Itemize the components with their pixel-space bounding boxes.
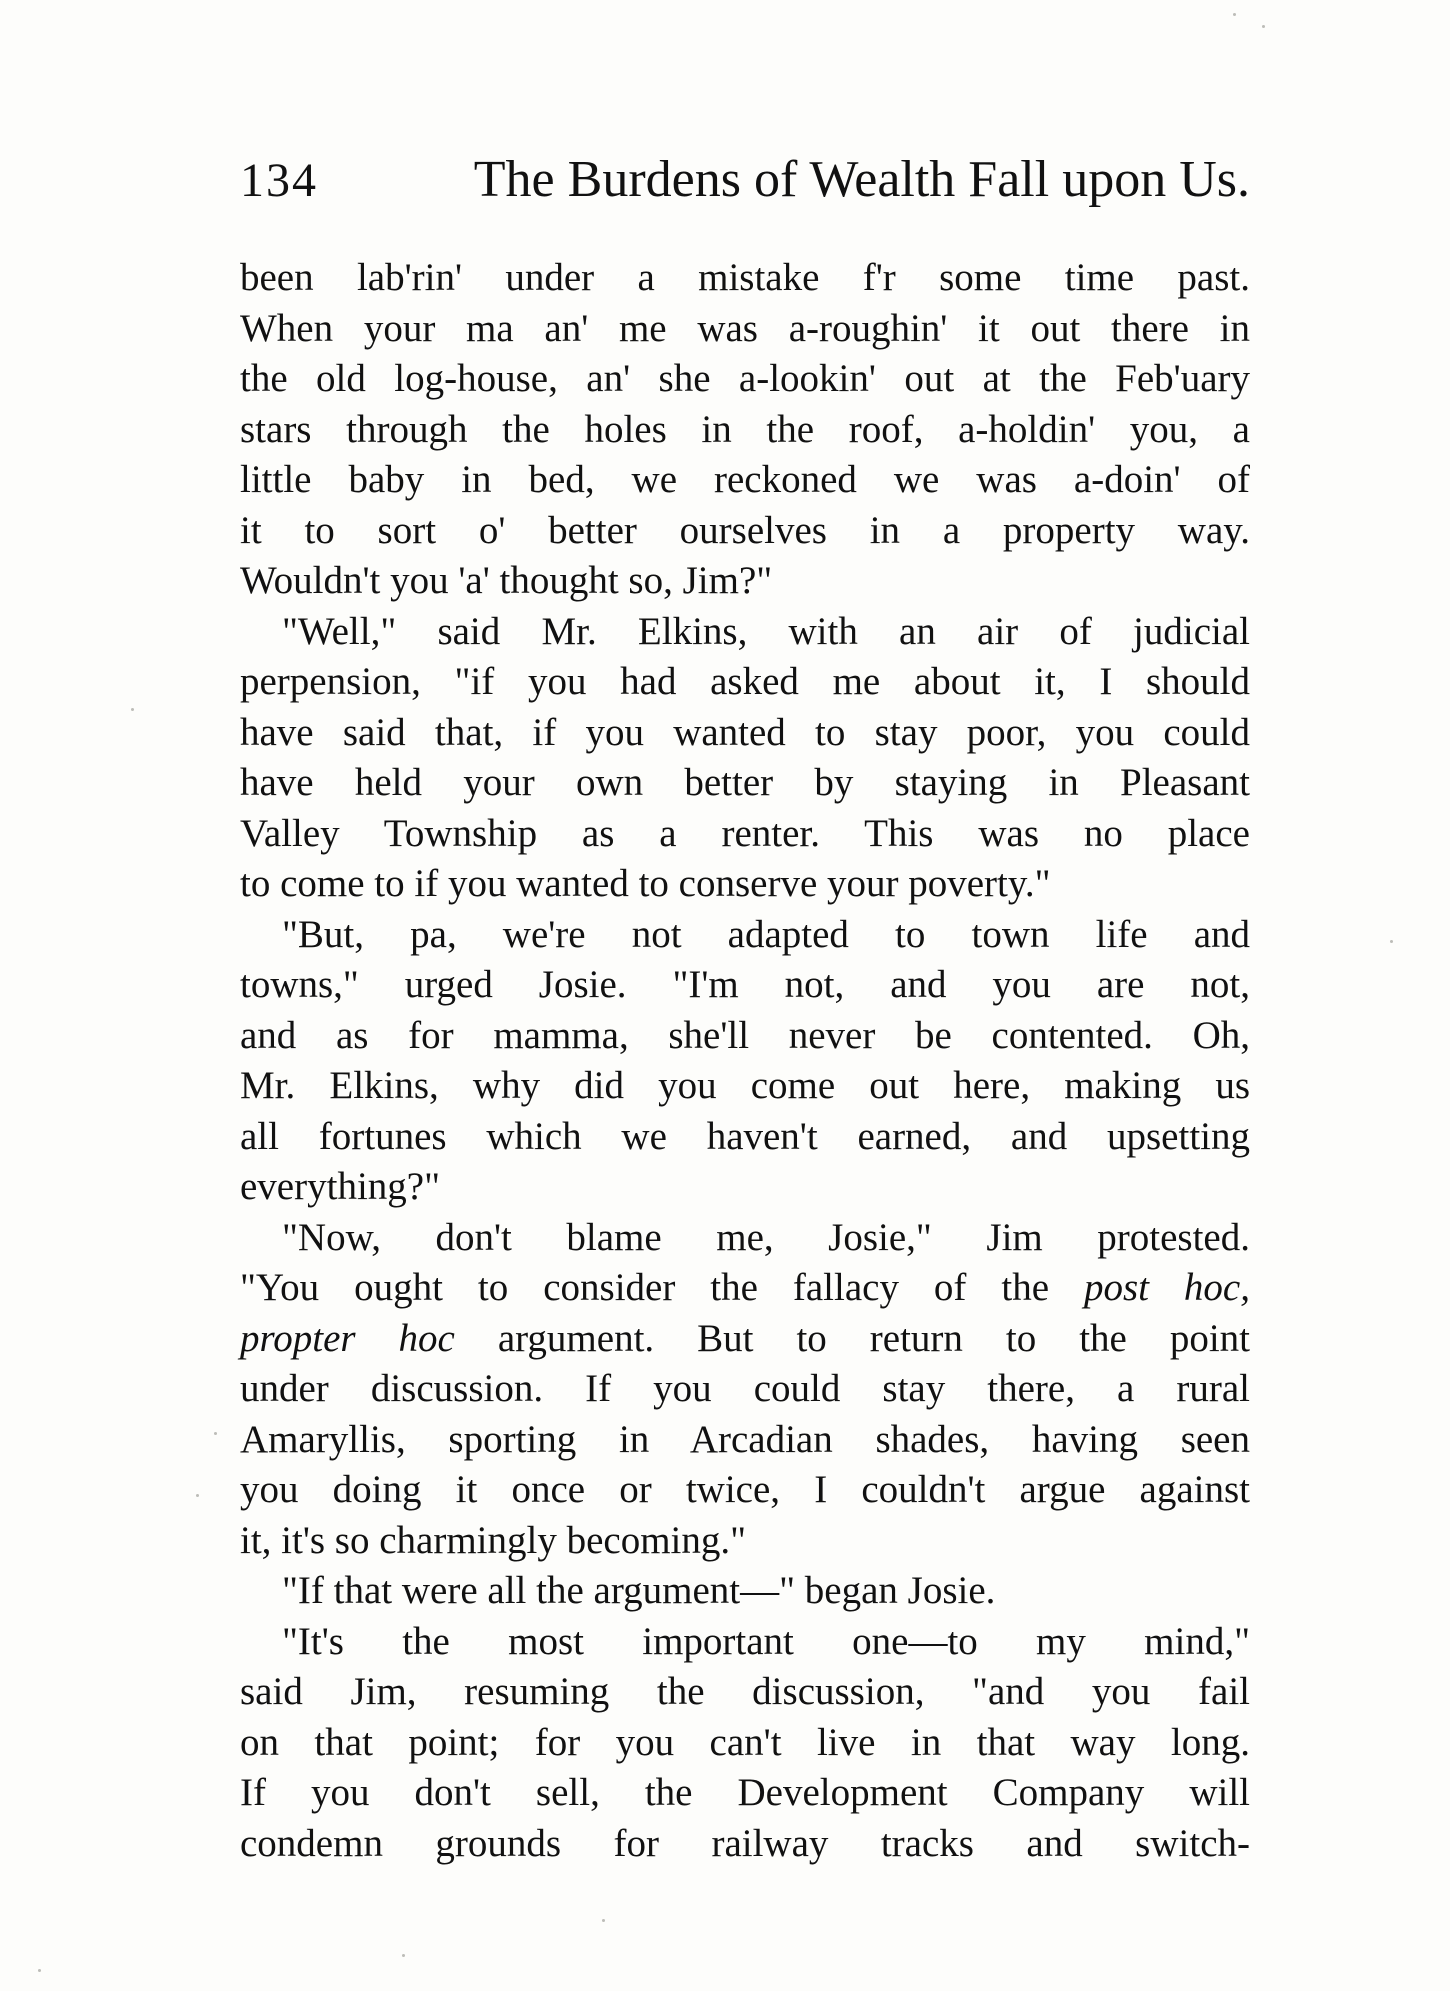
text-line: If you don't sell, the Development Company will (240, 1771, 1250, 1814)
text-line: under discussion. If you could stay there, a rural (240, 1367, 1250, 1410)
scan-speck (402, 1954, 405, 1957)
text-line: little baby in bed, we reckoned we was a-doin' of (240, 458, 1250, 501)
italic-phrase: post hoc, (1083, 1266, 1250, 1309)
text-line: it, it's so charmingly becoming." (240, 1518, 747, 1562)
scan-speck (602, 1919, 605, 1922)
text-line: condemn grounds for railway tracks and switch- (240, 1821, 1250, 1865)
text-line: to come to if you wanted to conserve your poverty." (240, 862, 1051, 905)
text-line: all fortunes which we haven't earned, and upsetting (240, 1114, 1250, 1158)
text-line: said Jim, resuming the discussion, "and you fail (240, 1670, 1250, 1713)
scan-speck (196, 1494, 199, 1497)
text-line-with-italic (240, 1263, 1250, 1314)
text-line: it to sort o' better ourselves in a property way. (240, 508, 1250, 552)
text-line: everything?" (240, 1165, 441, 1208)
scan-speck (1233, 13, 1236, 16)
text-line: been lab'rin' under a mistake f'r some time past. (240, 256, 1250, 299)
text-line: "Well," said Mr. Elkins, with an air of judicial (282, 609, 1250, 653)
text-line: Valley Township as a renter. This was no place (240, 811, 1250, 855)
running-head (240, 150, 1250, 220)
text-line: have held your own better by staying in Pleasant (240, 761, 1250, 804)
text-line: perpension, "if you had asked me about it, I should (240, 660, 1250, 703)
scan-speck (38, 1969, 41, 1972)
body-text (240, 253, 1250, 1869)
scan-speck (214, 1432, 217, 1435)
scan-speck (1390, 940, 1393, 943)
text-line-with-italic (240, 1314, 1250, 1365)
text-line: towns," urged Josie. "I'm not, and you are not, (240, 963, 1250, 1006)
text-line: on that point; for you can't live in that way long. (240, 1720, 1250, 1764)
text-line: stars through the holes in the roof, a-holdin' you, a (240, 407, 1250, 451)
running-title: The Burdens of Wealth Fall upon Us. (473, 151, 1250, 208)
text-line: "It's the most important one—to my mind," (282, 1619, 1250, 1663)
text-line: Amaryllis, sporting in Arcadian shades, having seen (240, 1417, 1250, 1461)
text-line: and as for mamma, she'll never be contented. Oh, (240, 1013, 1250, 1057)
text-line: "If that were all the argument—" began Josie. (282, 1569, 996, 1612)
text-line: "But, pa, we're not adapted to town life and (282, 912, 1250, 956)
text-line: you doing it once or twice, I couldn't argue against (240, 1468, 1250, 1511)
text-line: Wouldn't you 'a' thought so, Jim?" (240, 559, 773, 602)
text-line: the old log-house, an' she a-lookin' out at the Feb'uary (240, 357, 1250, 400)
text-line: have said that, if you wanted to stay poor, you could (240, 710, 1250, 754)
text-line: Mr. Elkins, why did you come out here, making us (240, 1064, 1250, 1107)
text-segment: argument. But to return to the point (497, 1316, 1250, 1360)
text-line: "Now, don't blame me, Josie," Jim protested. (282, 1215, 1250, 1259)
page-number: 134 (240, 154, 318, 207)
text-line: When your ma an' me was a-roughin' it out there in (240, 306, 1250, 350)
text-segment: "You ought to consider the fallacy of the (240, 1266, 1050, 1309)
scan-speck (131, 708, 134, 711)
scan-speck (1262, 25, 1265, 28)
italic-phrase: propter hoc (240, 1316, 455, 1360)
